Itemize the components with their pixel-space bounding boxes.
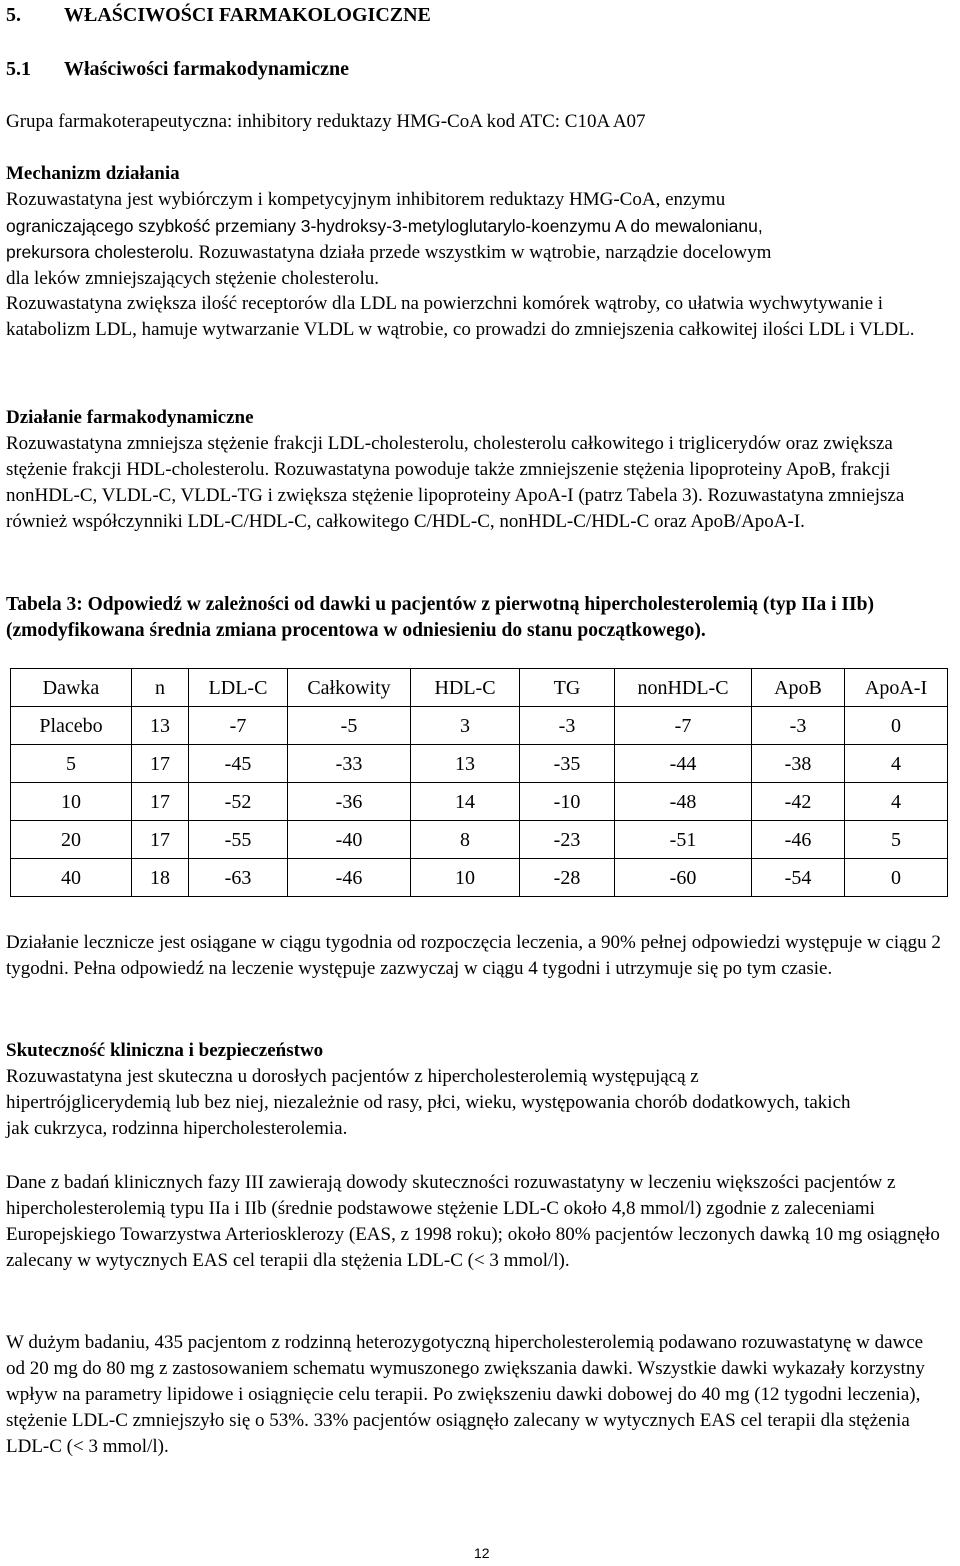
- subsection-number: 5.1: [6, 58, 31, 80]
- table-cell: 0: [845, 707, 948, 745]
- table-cell: 13: [132, 707, 189, 745]
- table-header-cell: HDL-C: [411, 669, 520, 707]
- mechanism-line: dla leków zmniejszających stężenie cholesterolu.: [6, 268, 379, 289]
- mechanism-line: ograniczającego szybkość przemiany 3-hydroksy-3-metyloglutarylo-koenzymu A do mewalonianu,: [6, 216, 763, 236]
- table-header-cell: TG: [520, 669, 615, 707]
- table-cell: -60: [615, 859, 752, 897]
- table-cell: -38: [752, 745, 845, 783]
- mechanism-paragraph: [6, 187, 954, 292]
- mechanism-line: prekursora cholesterolu.: [6, 242, 194, 262]
- dose-response-table: [10, 668, 948, 897]
- section-title: WŁAŚCIWOŚCI FARMAKOLOGICZNE: [64, 4, 431, 26]
- pd-heading: Działanie farmakodynamiczne: [6, 407, 254, 428]
- table-cell: -55: [189, 821, 288, 859]
- table-cell: 4: [845, 745, 948, 783]
- table-cell: 5: [845, 821, 948, 859]
- pd-paragraph: Rozuwastatyna zmniejsza stężenie frakcji LDL-cholesterolu, cholesterolu całkowitego i triglicerydów oraz zwiększa stężenie frakcji HDL-cholesterolu. Rozuwastatyna powoduje także zmniejszenie stężenia lipoproteiny ApoB, frakcji nonHDL-C, VLDL-C, VLDL-TG i zwiększa stężenie lipoproteiny ApoA-I (patrz Tabela 3). Rozuwastatyna zmniejsza również współczynniki LDL-C/HDL-C, całkowitego C/HDL-C, nonHDL-C/HDL-C oraz ApoB/ApoA-I.: [6, 433, 905, 532]
- table-cell: 18: [132, 859, 189, 897]
- subsection-title: Właściwości farmakodynamiczne: [64, 58, 349, 80]
- table-row: [11, 783, 948, 821]
- table-cell: -46: [288, 859, 411, 897]
- table-cell: -63: [189, 859, 288, 897]
- table-cell: -7: [615, 707, 752, 745]
- efficacy-paragraph-3: W dużym badaniu, 435 pacjentom z rodzinną heterozygotyczną hipercholesterolemią podawano rozuwastatynę w dawce od 20 mg do 80 mg z zastosowaniem schematu wymuszonego zwiększania dawki. Wszystkie dawki wykazały korzystny wpływ na parametry lipidowe i osiągnięcie celu terapii. Po zwiększeniu dawki dobowej do 40 mg (12 tygodni leczenia), stężenie LDL-C zmniejszyło się o 53%. 33% pacjentów osiągnęło zalecany w wytycznych EAS cel terapii dla stężenia LDL-C (< 3 mmol/l).: [6, 1332, 925, 1457]
- table-header-cell: nonHDL-C: [615, 669, 752, 707]
- table-header-cell: ApoB: [752, 669, 845, 707]
- table-cell: 0: [845, 859, 948, 897]
- table-cell: 17: [132, 821, 189, 859]
- table-cell: 8: [411, 821, 520, 859]
- table-row: [11, 821, 948, 859]
- table-header-cell: ApoA-I: [845, 669, 948, 707]
- efficacy-paragraph-1: Rozuwastatyna jest skuteczna u dorosłych pacjentów z hipercholesterolemią występującą z hipertrójglicerydemią lub bez niej, niezależnie od rasy, płci, wieku, występowania chorób dodatkowych, takich jak cukrzyca, rodzinna hipercholesterolemia.: [6, 1066, 851, 1139]
- table-cell: -46: [752, 821, 845, 859]
- table-cell: -5: [288, 707, 411, 745]
- table-header-cell: Dawka: [11, 669, 132, 707]
- table-cell: -7: [189, 707, 288, 745]
- table-cell: 13: [411, 745, 520, 783]
- section-heading: [6, 2, 431, 28]
- onset-paragraph: Działanie lecznicze jest osiągane w ciągu tygodnia od rozpoczęcia leczenia, a 90% pełnej odpowiedzi występuje w ciągu 2 tygodni. Pełna odpowiedź na leczenie występuje zazwyczaj w ciągu 4 tygodni i utrzymuje się po tym czasie.: [6, 932, 941, 979]
- table-cell: -3: [520, 707, 615, 745]
- mechanism-heading: Mechanizm działania: [6, 163, 180, 184]
- table-cell: -48: [615, 783, 752, 821]
- table-row: [11, 745, 948, 783]
- table-row: [11, 707, 948, 745]
- table-row: [11, 859, 948, 897]
- table-cell: -44: [615, 745, 752, 783]
- mechanism-line: Rozuwastatyna działa przede wszystkim w wątrobie, narządzie docelowym: [193, 242, 772, 263]
- table-cell: 3: [411, 707, 520, 745]
- table-cell: 14: [411, 783, 520, 821]
- table-cell: 20: [11, 821, 132, 859]
- table-header-cell: LDL-C: [189, 669, 288, 707]
- table-cell: 10: [411, 859, 520, 897]
- table-header-cell: n: [132, 669, 189, 707]
- table-cell: 5: [11, 745, 132, 783]
- efficacy-paragraph-2: Dane z badań klinicznych fazy III zawierają dowody skuteczności rozuwastatyny w leczeniu większości pacjentów z hipercholesterolemią typu IIa i IIb (średnie podstawowe stężenie LDL-C około 4,8 mmol/l) zgodnie z zaleceniami Europejskiego Towarzystwa Arteriosklerozy (EAS, z 1998 roku); około 80% pacjentów leczonych dawką 10 mg osiągnęło zalecany w wytycznych EAS cel terapii dla stężenia LDL-C (< 3 mmol/l).: [6, 1172, 940, 1271]
- table-caption: Tabela 3: Odpowiedź w zależności od dawki u pacjentów z pierwotną hipercholesterolemią (typ IIa i IIb) (zmodyfikowana średnia zmiana procentowa w odniesieniu do stanu początkowego).: [6, 594, 874, 641]
- table-header-cell: Całkowity: [288, 669, 411, 707]
- table-cell: 40: [11, 859, 132, 897]
- table-cell: 17: [132, 745, 189, 783]
- table-cell: -33: [288, 745, 411, 783]
- pharmacotherapeutic-group: Grupa farmakoterapeutyczna: inhibitory reduktazy HMG-CoA kod ATC: C10A A07: [6, 111, 646, 132]
- table-cell: -42: [752, 783, 845, 821]
- table-cell: -51: [615, 821, 752, 859]
- table-cell: -3: [752, 707, 845, 745]
- mechanism-line: Rozuwastatyna jest wybiórczym i kompetycyjnym inhibitorem reduktazy HMG-CoA, enzymu: [6, 189, 726, 210]
- mechanism-paragraph-2: Rozuwastatyna zwiększa ilość receptorów dla LDL na powierzchni komórek wątroby, co ułatwia wychwytywanie i katabolizm LDL, hamuje wytwarzanie VLDL w wątrobie, co prowadzi do zmniejszenia całkowitej ilości LDL i VLDL.: [6, 293, 915, 340]
- section-number: 5.: [6, 4, 21, 26]
- table-cell: 17: [132, 783, 189, 821]
- table-cell: -10: [520, 783, 615, 821]
- table-cell: -52: [189, 783, 288, 821]
- table-cell: 10: [11, 783, 132, 821]
- table-cell: -54: [752, 859, 845, 897]
- table-cell: 4: [845, 783, 948, 821]
- efficacy-heading: Skuteczność kliniczna i bezpieczeństwo: [6, 1040, 324, 1061]
- table-cell: -23: [520, 821, 615, 859]
- table-cell: -36: [288, 783, 411, 821]
- table-cell: -35: [520, 745, 615, 783]
- table-cell: -40: [288, 821, 411, 859]
- table-cell: -28: [520, 859, 615, 897]
- table-cell: Placebo: [11, 707, 132, 745]
- subsection-heading: [6, 56, 349, 82]
- table-cell: -45: [189, 745, 288, 783]
- table-header-row: [11, 669, 948, 707]
- page-number: 12: [474, 1545, 490, 1561]
